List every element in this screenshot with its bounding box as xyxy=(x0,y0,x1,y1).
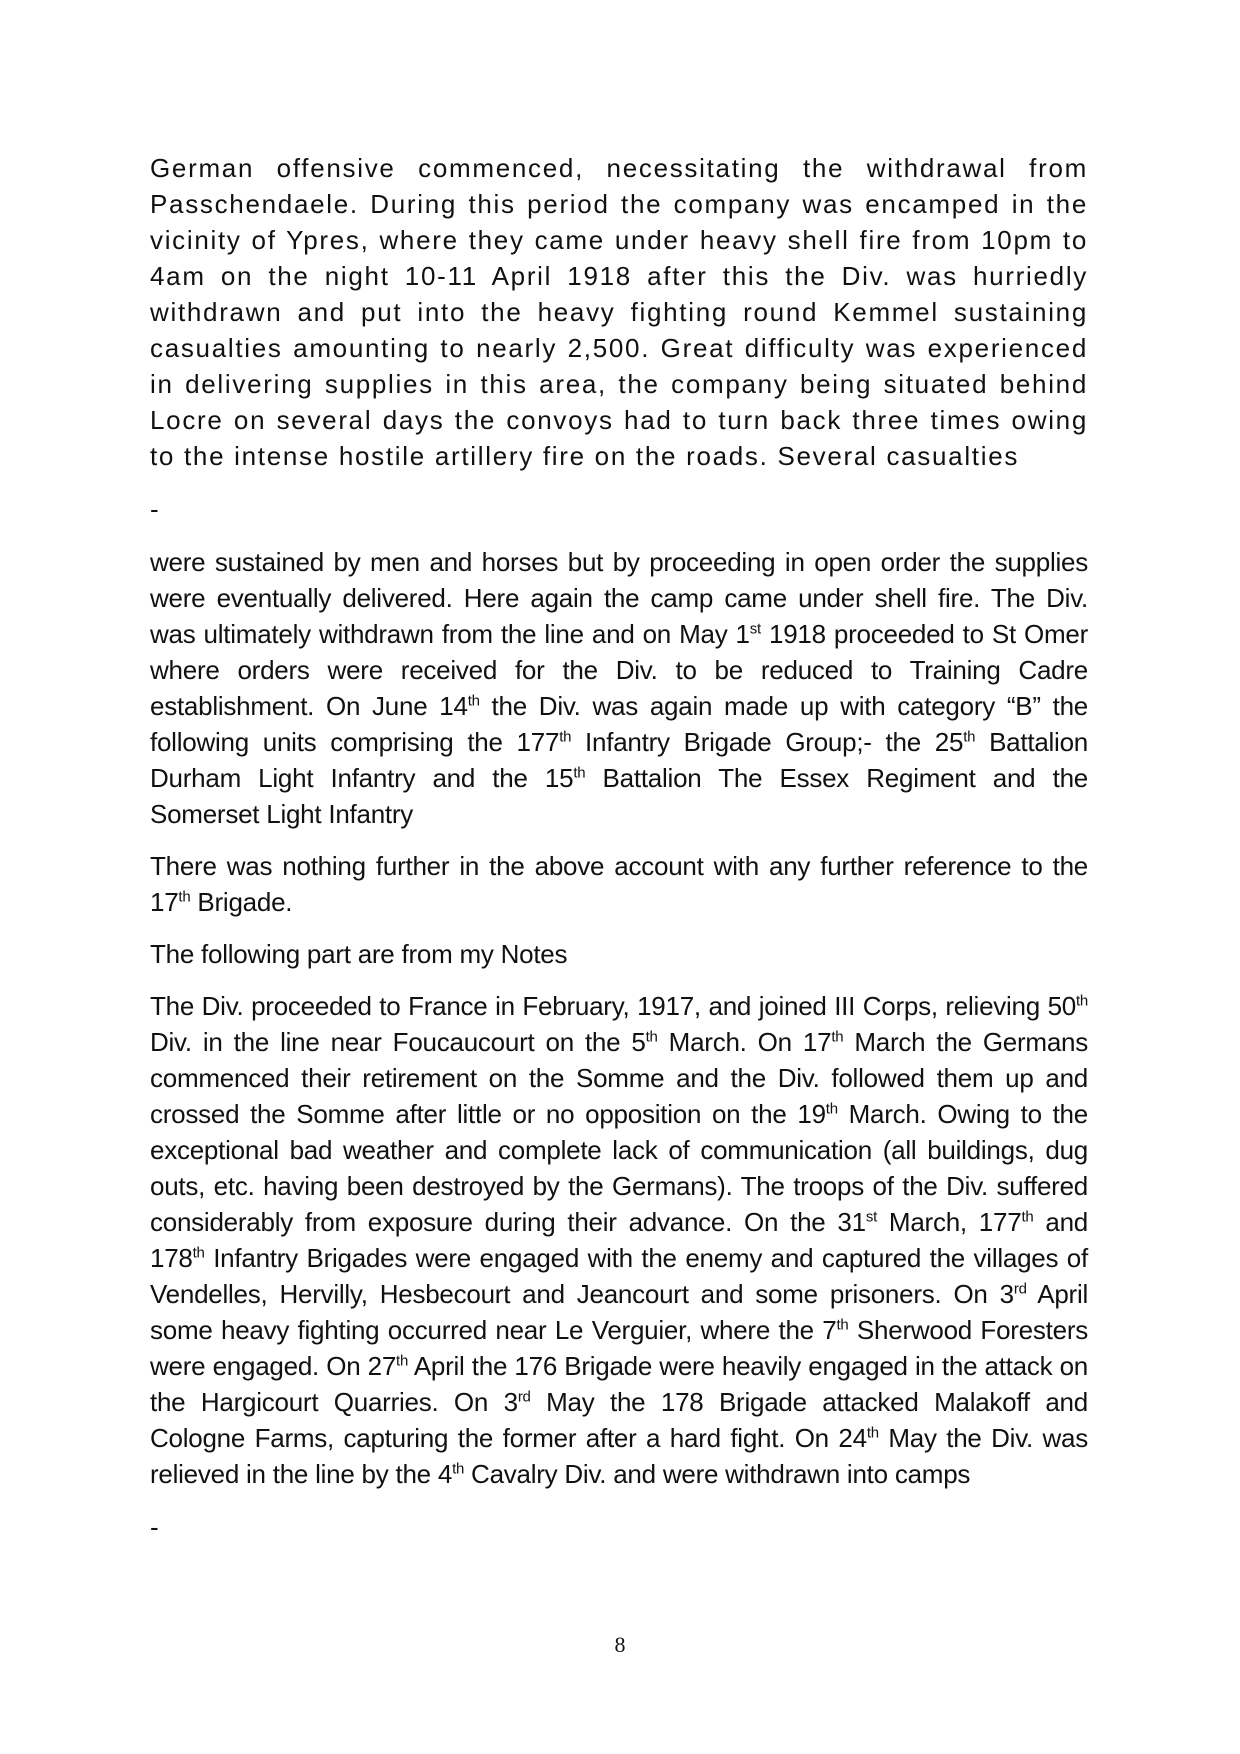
text-run: April the 176 Brigade were heavily engaged in the attack on the Hargicourt Quarries. On 3 xyxy=(150,1351,1088,1417)
text-run: Battalion The Essex Regiment and the Somerset Light Infantry xyxy=(150,763,1088,829)
spacer xyxy=(150,1492,1088,1509)
text-run: Brigade. xyxy=(190,887,293,917)
text-run: March. On 17 xyxy=(657,1027,832,1057)
ordinal-superscript: th xyxy=(1021,1208,1034,1226)
text-run: Div. in the line near Foucaucourt on the 5 xyxy=(150,1027,646,1057)
text-run: Cavalry Div. and were withdrawn into camps xyxy=(464,1459,971,1489)
ordinal-superscript: th xyxy=(396,1352,409,1370)
text-run: March. Owing to the exceptional bad weather and complete lack of communication (all buildings, dug outs, etc. having been destroyed by the Germans). The troops of the Div. suffered considerably from exposure during their advance. On the 31 xyxy=(150,1099,1088,1237)
paragraph-17th-brigade xyxy=(150,848,1088,920)
text-run: - xyxy=(150,1512,159,1542)
text-run: and 178 xyxy=(150,1207,1088,1273)
paragraph-offensive-passchendaele xyxy=(150,150,1088,474)
text-run: Sherwood Foresters were engaged. On 27 xyxy=(150,1315,1088,1381)
ordinal-superscript: th xyxy=(467,692,480,710)
ordinal-superscript: st xyxy=(749,620,761,638)
spacer xyxy=(150,832,1088,848)
text-run: April some heavy fighting occurred near Le Verguier, where the 7 xyxy=(150,1279,1088,1345)
ordinal-superscript: rd xyxy=(517,1388,531,1406)
text-run: Infantry Brigade Group;- the 25 xyxy=(571,727,964,757)
ordinal-superscript: th xyxy=(963,728,976,746)
text-run: the Div. was again made up with category “B” the following units comprising the 177 xyxy=(150,691,1089,757)
text-run: - xyxy=(150,494,159,524)
ordinal-superscript: th xyxy=(866,1424,879,1442)
text-run: March the Germans commenced their retirement on the Somme and the Div. followed them up and crossed the Somme after little or no opposition on the 19 xyxy=(150,1027,1088,1129)
dash-separator xyxy=(150,491,1088,527)
ordinal-superscript: th xyxy=(559,728,572,746)
text-run: German offensive commenced, necessitating the withdrawal from Passchendaele. During this period the company was encamped in the vicinity of Ypres, where they came under heavy shell fire from 10pm to 4am on the night 10-11 April 1918 after this the Div. was hurriedly withdrawn and put into the heavy fighting round Kemmel sustaining casualties amounting to nearly 2,500. Great difficulty was experienced in delivering supplies in this area, the company being situated behind Locre on several days the convoys had to turn back three times owing to the intense hostile artillery fire on the roads. Several casualties xyxy=(150,153,1088,471)
spacer xyxy=(150,474,1088,491)
text-run: were sustained by men and horses but by proceeding in open order the supplies were eventually delivered. Here again the camp came under shell fire. The Div. was ultimately withdrawn from the line and on May 1 xyxy=(150,547,1088,649)
ordinal-superscript: th xyxy=(192,1244,205,1262)
paragraph-france-1917 xyxy=(150,988,1088,1492)
ordinal-superscript: th xyxy=(836,1316,849,1334)
page-body xyxy=(150,150,1088,1545)
dash-separator xyxy=(150,1509,1088,1545)
ordinal-superscript: th xyxy=(645,1028,658,1046)
ordinal-superscript: th xyxy=(452,1460,465,1478)
text-run: March, 177 xyxy=(877,1207,1022,1237)
text-run: May the 178 Brigade attacked Malakoff and Cologne Farms, capturing the former after a hard fight. On 24 xyxy=(150,1387,1088,1453)
text-run: Infantry Brigades were engaged with the enemy and captured the villages of Vendelles, Hervilly, Hesbecourt and Jeancourt and some prisoners. On 3 xyxy=(150,1243,1088,1309)
ordinal-superscript: th xyxy=(831,1028,844,1046)
spacer xyxy=(150,527,1088,544)
ordinal-superscript: rd xyxy=(1013,1280,1027,1298)
page-number: 8 xyxy=(614,1632,626,1657)
text-run: May the Div. was relieved in the line by the 4 xyxy=(150,1423,1088,1489)
ordinal-superscript: th xyxy=(1075,992,1088,1010)
ordinal-superscript: th xyxy=(178,888,191,906)
text-run: There was nothing further in the above account with any further reference to the 17 xyxy=(150,851,1088,917)
spacer xyxy=(150,972,1088,988)
text-run: The Div. proceeded to France in February, 1917, and joined III Corps, relieving 50 xyxy=(150,991,1076,1021)
paragraph-st-omer xyxy=(150,544,1088,832)
ordinal-superscript: th xyxy=(573,764,586,782)
spacer xyxy=(150,920,1088,936)
text-run: The following part are from my Notes xyxy=(150,939,568,969)
text-run: 1918 proceeded to St Omer where orders were received for the Div. to be reduced to Training Cadre establishment. On June 14 xyxy=(150,619,1088,721)
ordinal-superscript: th xyxy=(825,1100,838,1118)
ordinal-superscript: st xyxy=(865,1208,878,1226)
paragraph-notes-heading xyxy=(150,936,1088,972)
text-run: Battalion Durham Light Infantry and the 15 xyxy=(150,727,1089,793)
